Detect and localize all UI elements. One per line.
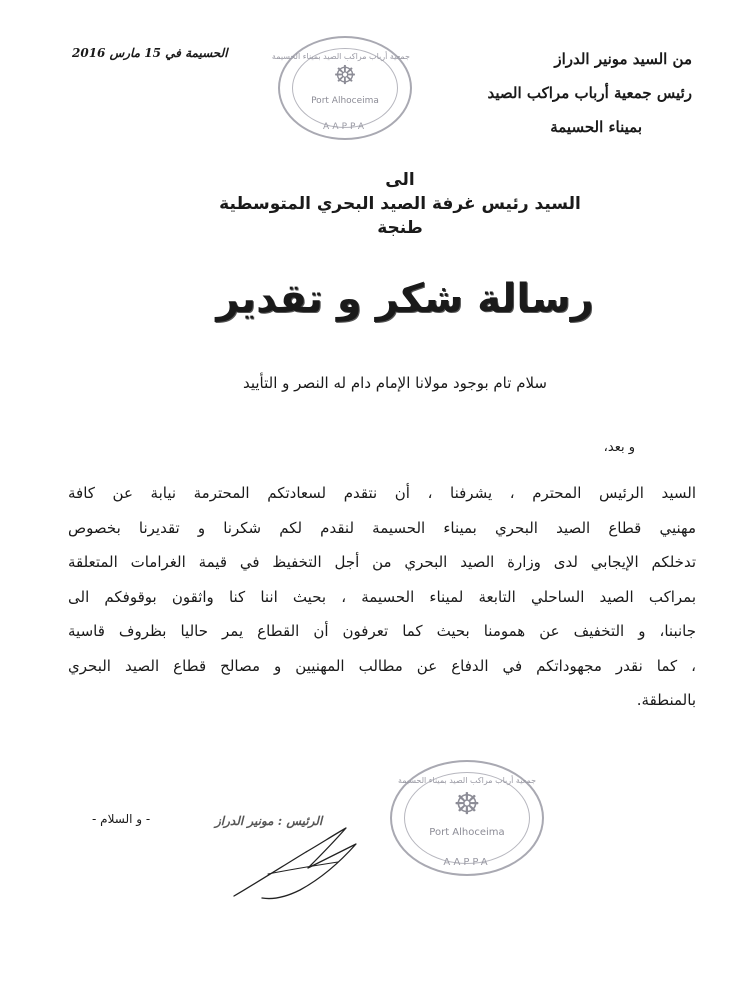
body-line: تدخلكم الإيجابي لدى وزارة الصيد البحري من أجل التخفيظ في قيمة الغرامات المتعلقة <box>68 553 696 571</box>
stamp-port-text: Port Alhoceima <box>311 96 379 106</box>
after-greeting: و بعد، <box>603 440 635 455</box>
body-line: مهنيي قطاع الصيد البحري بميناء الحسيمة لنقدم لكم شكرنا و تقديرنا بخصوص <box>68 518 696 537</box>
body-line: جانبنا، و التخفيف عن همومنا بحيث كما تعرفون أن القطاع يمر حاليا بظروف قاسية <box>68 622 696 640</box>
association-stamp-top <box>271 36 412 140</box>
stamp-arc-text: جمعية أرباب مراكب الصيد بميناء الحسيمة <box>397 776 537 785</box>
letter-title: رسالة شكر و تقدير <box>216 276 594 322</box>
sender-block <box>432 42 692 144</box>
association-stamp-bottom <box>390 760 544 876</box>
greeting-line: سلام تام بوجود مولانا الإمام دام له النصر و التأييد <box>242 374 548 392</box>
body-line: بالمنطقة. <box>636 691 696 709</box>
letter-body <box>68 476 696 718</box>
recipient-city: طنجة <box>377 218 423 238</box>
handwritten-signature <box>228 822 378 902</box>
stamp-port-text: Port Alhoceima <box>429 826 505 838</box>
ship-wheel-icon: ☸ <box>333 61 357 91</box>
letter-date: الحسيمة في 15 مارس 2016 <box>72 46 228 60</box>
recipient-to: الى <box>385 170 415 190</box>
sender-location: بميناء الحسيمة <box>550 118 642 136</box>
recipient-block <box>0 168 750 240</box>
body-line: ، كما نقدر مجهوداتكم في الدفاع عن مطالب المهنيين و مصالح قطاع الصيد البحري <box>68 656 696 675</box>
sender-role: رئيس جمعية أرباب مراكب الصيد <box>487 84 692 102</box>
recipient-title: السيد رئيس غرفة الصيد البحري المتوسطية <box>219 194 581 214</box>
closing-salutation: - و السلام - <box>92 812 151 826</box>
sender-name: من السيد مونير الدراز <box>554 50 692 68</box>
body-line: السيد الرئيس المحترم ، يشرفنا ، أن نتقدم لسعادتكم المحترمة نيابة عن كافة <box>68 484 696 502</box>
body-line: بمراكب الصيد الساحلي التابعة لميناء الحسيمة ، بحيث اننا كنا واثقون بوقوفكم الى <box>68 587 696 606</box>
stamp-arc-text: جمعية أرباب مراكب الصيد بميناء الحسيمة <box>271 52 410 61</box>
ship-wheel-icon: ☸ <box>453 786 481 822</box>
stamp-acronym: AAPPA <box>323 122 367 132</box>
stamp-acronym: AAPPA <box>443 857 491 868</box>
president-label: الرئيس : مونير الدراز <box>215 814 323 828</box>
